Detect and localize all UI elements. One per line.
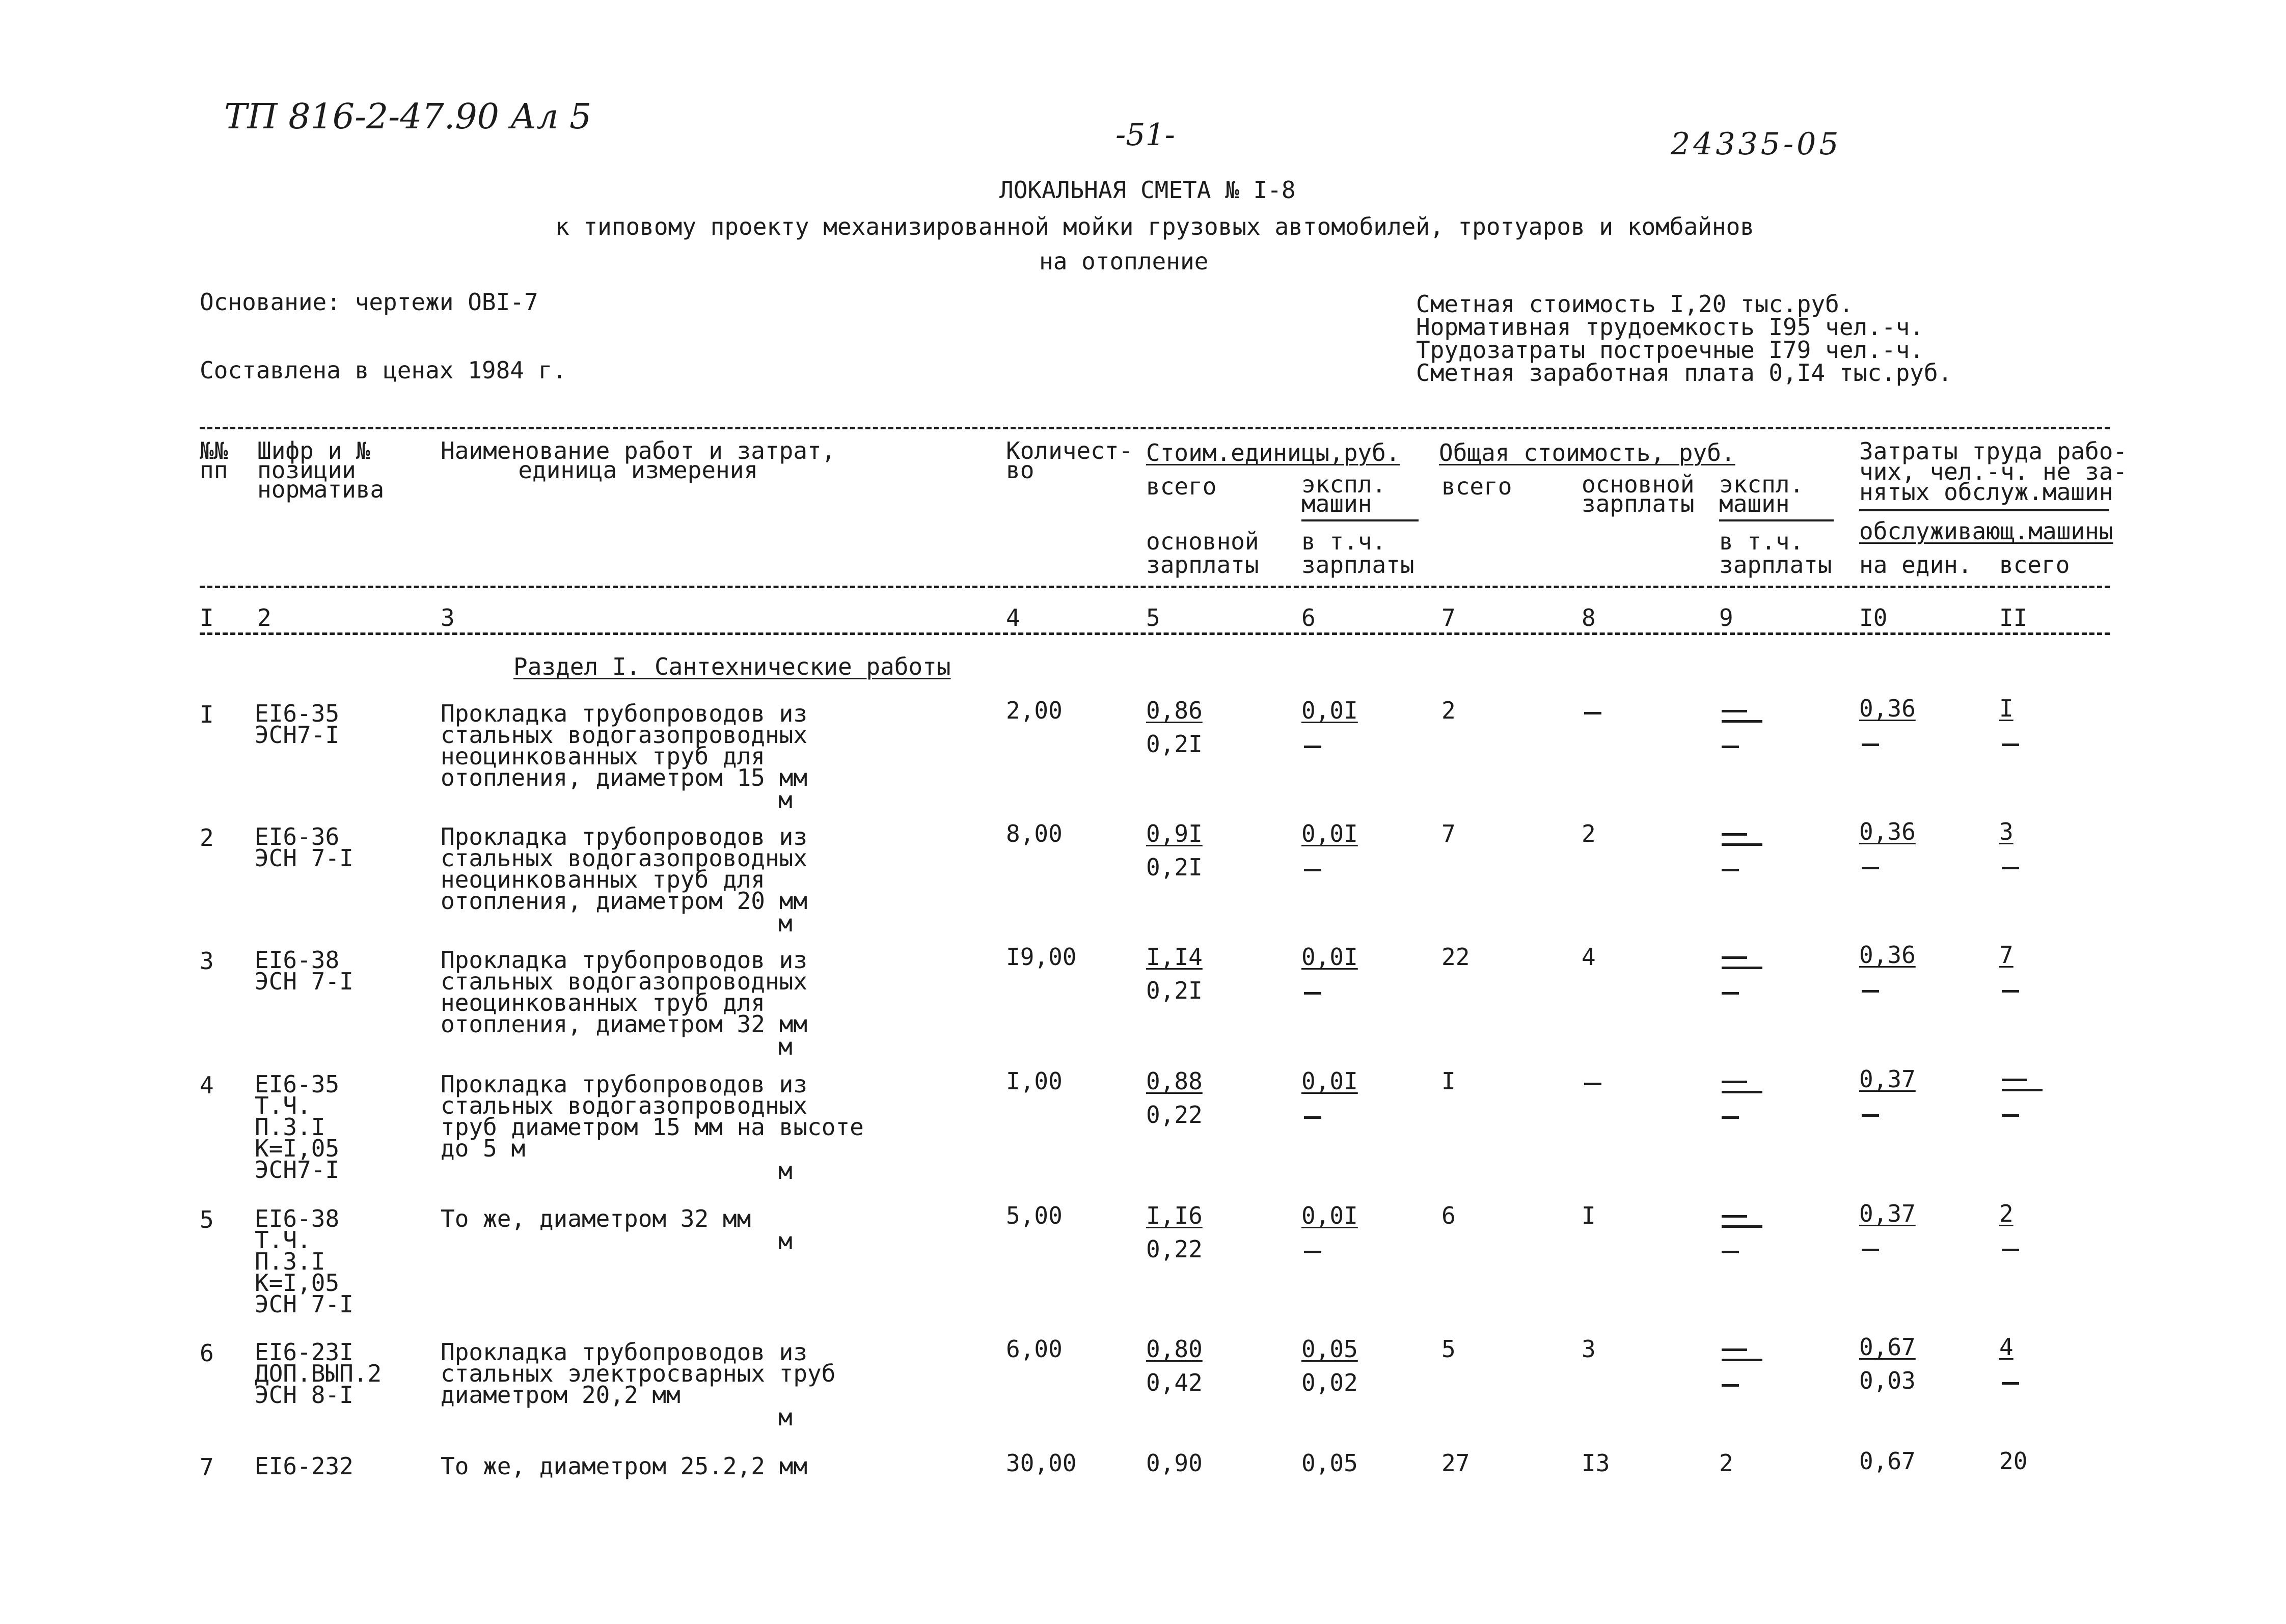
- value-cell: 0,36: [1859, 818, 1916, 845]
- value-cell: 0,05: [1301, 1335, 1358, 1363]
- value-cell: 3: [1999, 818, 2013, 845]
- header-quantity: Количест- во: [1006, 437, 1133, 484]
- header-unit-total: всего: [1146, 473, 1217, 500]
- summary-line: Нормативная трудоемкость I95 чел.-ч.: [1416, 313, 1924, 341]
- dash-mark: [1722, 833, 1747, 836]
- estimate-subtitle-2: на отопление: [1039, 247, 1209, 275]
- dash-mark: [1722, 956, 1747, 959]
- value-cell: 2: [1582, 820, 1596, 847]
- norm-code: ЕI6-232: [255, 1452, 353, 1480]
- row-number: 7: [200, 1453, 214, 1481]
- work-name: То же, диаметром 32 мм: [441, 1205, 751, 1232]
- value-cell: 0,2I: [1146, 854, 1203, 881]
- value-cell: 20: [1999, 1447, 2028, 1475]
- value-cell: 4: [1582, 943, 1596, 971]
- header-code: Шифр и № позиции норматива: [257, 437, 385, 503]
- dash-mark: [1862, 744, 1879, 746]
- dash-mark: [1862, 990, 1879, 993]
- unit-of-measure: м: [778, 910, 793, 937]
- estimate-title: ЛОКАЛЬНАЯ СМЕТА № I-8: [999, 176, 1296, 204]
- header-labor-rule: [1859, 509, 2109, 511]
- header-total-all: всего: [1441, 473, 1512, 500]
- dash-mark: [1722, 869, 1739, 871]
- unit-of-measure: м: [778, 1033, 793, 1060]
- dash-mark: [1304, 869, 1321, 871]
- dash-mark: [1722, 967, 1762, 969]
- value-cell: 2: [1999, 1200, 2013, 1227]
- header-bottom-rule: [200, 586, 2110, 588]
- header-name: Наименование работ и затрат, единица измерения: [441, 437, 836, 484]
- header-total-machines: экспл. машин: [1719, 471, 1804, 517]
- document-code: ТП 816-2-47.90 Ал 5: [224, 97, 592, 137]
- dash-mark: [1862, 867, 1879, 869]
- value-cell: 0,02: [1301, 1369, 1358, 1396]
- column-number: 7: [1441, 604, 1456, 631]
- row-number: I: [200, 701, 214, 728]
- quantity: 8,00: [1006, 820, 1063, 847]
- header-total-machines-rule: [1719, 519, 1834, 521]
- dash-mark: [2002, 1079, 2027, 1081]
- column-number-rule: [200, 632, 2110, 635]
- dash-mark: [2002, 990, 2019, 993]
- column-number: II: [1999, 604, 2028, 631]
- header-unit-cost: Стоим.единицы,руб.: [1146, 439, 1400, 466]
- price-level-note: Составлена в ценах 1984 г.: [200, 356, 567, 384]
- header-labor-unit: на един.: [1859, 551, 1972, 579]
- value-cell: 3: [1582, 1335, 1596, 1363]
- dash-mark: [2002, 1089, 2043, 1091]
- summary-line: Сметная стоимость I,20 тыс.руб.: [1416, 290, 1854, 318]
- value-cell: 0,22: [1146, 1235, 1203, 1263]
- value-cell: 0,80: [1146, 1335, 1203, 1363]
- summary-line: Сметная заработная плата 0,I4 тыс.руб.: [1416, 359, 1952, 387]
- dash-mark: [2002, 1249, 2019, 1251]
- value-cell: 0,88: [1146, 1067, 1203, 1095]
- basis-note: Основание: чертежи ОВI-7: [200, 288, 538, 316]
- dash-mark: [1722, 746, 1739, 748]
- value-cell: 6: [1441, 1202, 1456, 1229]
- column-number: 3: [441, 604, 455, 631]
- value-cell: 7: [1999, 941, 2013, 969]
- work-name: Прокладка трубопроводов из стальных водогазопроводных труб диаметром 15 мм на высоте до 5 м: [441, 1070, 864, 1162]
- value-cell: I: [1441, 1067, 1456, 1095]
- dash-mark: [1722, 720, 1762, 723]
- value-cell: 0,22: [1146, 1101, 1203, 1128]
- dash-mark: [1722, 1251, 1739, 1253]
- value-cell: I: [1999, 695, 2013, 722]
- header-labor-service: обслуживающ.машины: [1859, 517, 2113, 545]
- unit-of-measure: м: [778, 1403, 793, 1431]
- norm-code: ЕI6-23I ДОП.ВЫП.2 ЭСН 8-I: [255, 1338, 382, 1409]
- quantity: I9,00: [1006, 943, 1077, 971]
- dash-mark: [1304, 992, 1321, 995]
- header-unit-machine-wage: в т.ч. зарплаты: [1301, 528, 1414, 579]
- value-cell: 0,0I: [1301, 943, 1358, 971]
- section-title: Раздел I. Сантехнические работы: [513, 653, 951, 680]
- work-name: Прокладка трубопроводов из стальных электросварных труб диаметром 20,2 мм: [441, 1338, 836, 1409]
- value-cell: I,I4: [1146, 943, 1203, 971]
- header-labor-total: всего: [1999, 551, 2070, 579]
- dash-mark: [1722, 992, 1739, 995]
- value-cell: 5: [1441, 1335, 1456, 1363]
- header-unit-machines: экспл. машин: [1301, 471, 1386, 517]
- estimate-subtitle: к типовому проекту механизированной мойки грузовых автомобилей, тротуаров и комбайнов: [555, 213, 1755, 240]
- dash-mark: [1722, 843, 1762, 846]
- value-cell: 0,9I: [1146, 820, 1203, 847]
- quantity: 6,00: [1006, 1335, 1063, 1363]
- dash-mark: [1722, 1091, 1762, 1093]
- dash-mark: [1722, 1081, 1747, 1083]
- value-cell: 0,67: [1859, 1447, 1916, 1475]
- dash-mark: [1584, 1083, 1601, 1085]
- work-name: То же, диаметром 25.2,2 мм: [441, 1452, 808, 1480]
- dash-mark: [1862, 1114, 1879, 1117]
- header-total-wage: основной зарплаты: [1582, 471, 1695, 517]
- column-number: 2: [257, 604, 271, 631]
- column-number: 4: [1006, 604, 1020, 631]
- value-cell: 2: [1441, 697, 1456, 724]
- work-name: Прокладка трубопроводов из стальных водогазопроводных неоцинкованных труб для отопления, диаметром 15 мм: [441, 700, 808, 791]
- column-number: 5: [1146, 604, 1160, 631]
- dash-mark: [1304, 746, 1321, 748]
- value-cell: I3: [1582, 1449, 1610, 1477]
- value-cell: 0,37: [1859, 1200, 1916, 1227]
- norm-code: ЕI6-36 ЭСН 7-I: [255, 823, 353, 872]
- value-cell: 0,36: [1859, 941, 1916, 969]
- work-name: Прокладка трубопроводов из стальных водогазопроводных неоцинкованных труб для отопления, диаметром 32 мм: [441, 946, 808, 1038]
- quantity: 2,00: [1006, 697, 1063, 724]
- norm-code: ЕI6-38 ЭСН 7-I: [255, 946, 353, 995]
- dash-mark: [1584, 712, 1601, 714]
- norm-code: ЕI6-35 Т.Ч. П.3.I К=I,05 ЭСН7-I: [255, 1070, 340, 1183]
- value-cell: 27: [1441, 1449, 1470, 1477]
- dash-mark: [1722, 1359, 1762, 1361]
- dash-mark: [1722, 1116, 1739, 1119]
- page-number: -51-: [1115, 117, 1175, 153]
- dash-mark: [1722, 1384, 1739, 1387]
- value-cell: I: [1582, 1202, 1596, 1229]
- column-number: I0: [1859, 604, 1888, 631]
- value-cell: 0,37: [1859, 1065, 1916, 1093]
- header-top-rule: [200, 427, 2110, 429]
- header-unit-wage: основной зарплаты: [1146, 528, 1259, 579]
- header-labor: Затраты труда рабо- чих, чел.-ч. не за- нятых обслуж.машин: [1859, 437, 2128, 506]
- dash-mark: [1304, 1116, 1321, 1119]
- unit-of-measure: м: [778, 786, 793, 814]
- column-number: 6: [1301, 604, 1316, 631]
- norm-code: ЕI6-35 ЭСН7-I: [255, 700, 340, 749]
- summary-block: [1416, 290, 1952, 387]
- unit-of-measure: м: [778, 1227, 793, 1255]
- row-number: 2: [200, 824, 214, 851]
- quantity: 30,00: [1006, 1449, 1077, 1477]
- column-number: 8: [1582, 604, 1596, 631]
- column-number: 9: [1719, 604, 1733, 631]
- inventory-number: 24335-05: [1671, 126, 1842, 162]
- dash-mark: [2002, 867, 2019, 869]
- dash-mark: [2002, 744, 2019, 746]
- value-cell: 0,42: [1146, 1369, 1203, 1396]
- summary-line: Трудозатраты построечные I79 чел.-ч.: [1416, 336, 1924, 364]
- header-no: №№ пп: [200, 437, 228, 484]
- row-number: 4: [200, 1071, 214, 1099]
- row-number: 3: [200, 947, 214, 975]
- quantity: I,00: [1006, 1067, 1063, 1095]
- value-cell: 0,86: [1146, 697, 1203, 724]
- value-cell: 2: [1719, 1449, 1733, 1477]
- dash-mark: [1722, 1225, 1762, 1228]
- norm-code: ЕI6-38 Т.Ч. П.3.I К=I,05 ЭСН 7-I: [255, 1205, 353, 1318]
- dash-mark: [2002, 1114, 2019, 1117]
- quantity: 5,00: [1006, 1202, 1063, 1229]
- value-cell: 22: [1441, 943, 1470, 971]
- value-cell: I,I6: [1146, 1202, 1203, 1229]
- row-number: 5: [200, 1206, 214, 1233]
- column-number: I: [200, 604, 214, 631]
- value-cell: 0,05: [1301, 1449, 1358, 1477]
- header-unit-machines-rule: [1301, 519, 1419, 521]
- dash-mark: [1722, 710, 1747, 712]
- value-cell: 0,0I: [1301, 1067, 1358, 1095]
- unit-of-measure: м: [778, 1157, 793, 1185]
- value-cell: 4: [1999, 1333, 2013, 1361]
- dash-mark: [1722, 1215, 1747, 1218]
- value-cell: 0,2I: [1146, 977, 1203, 1004]
- dash-mark: [1862, 1249, 1879, 1251]
- header-total-machine-wage: в т.ч. зарплаты: [1719, 528, 1832, 579]
- value-cell: 0,0I: [1301, 697, 1358, 724]
- dash-mark: [1722, 1348, 1747, 1351]
- header-total-cost: Общая стоимость, руб.: [1439, 439, 1735, 466]
- value-cell: 0,0I: [1301, 820, 1358, 847]
- dash-mark: [1304, 1251, 1321, 1253]
- work-name: Прокладка трубопроводов из стальных водогазопроводных неоцинкованных труб для отопления, диаметром 20 мм: [441, 823, 808, 915]
- value-cell: 0,2I: [1146, 730, 1203, 758]
- row-number: 6: [200, 1339, 214, 1367]
- value-cell: 0,0I: [1301, 1202, 1358, 1229]
- value-cell: 0,36: [1859, 695, 1916, 722]
- value-cell: 0,03: [1859, 1367, 1916, 1394]
- value-cell: 0,90: [1146, 1449, 1203, 1477]
- value-cell: 7: [1441, 820, 1456, 847]
- dash-mark: [2002, 1382, 2019, 1385]
- value-cell: 0,67: [1859, 1333, 1916, 1361]
